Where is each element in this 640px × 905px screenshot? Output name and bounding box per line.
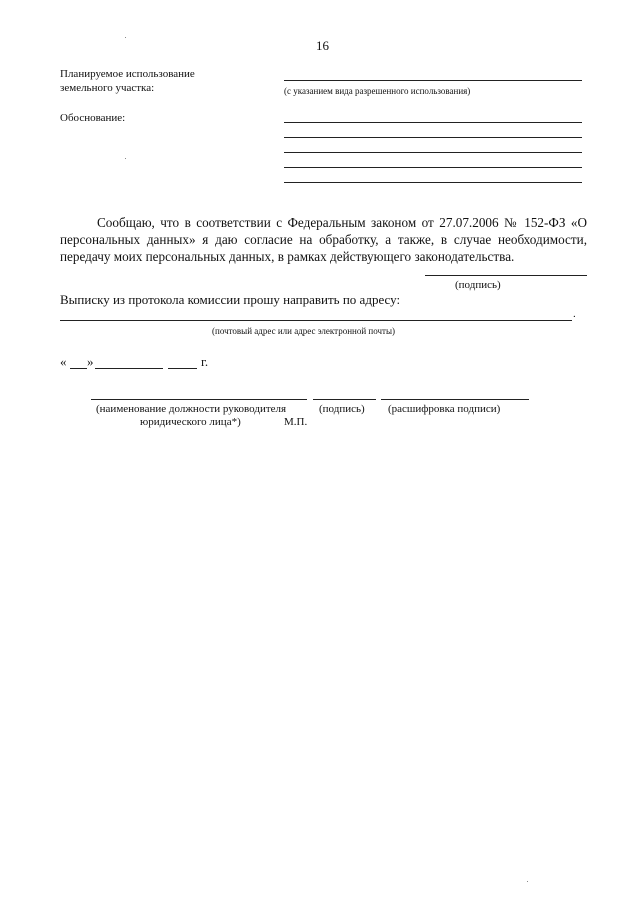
consent-paragraph: Сообщаю, что в соответствии с Федеральным законом от 27.07.2006 № 152-ФЗ «О персональных данных» я даю согласие на обработку, а также, в случае необходимости, передачу моих персональных данных, в рамках действующего законодательства. bbox=[60, 215, 587, 264]
address-end-mark: . bbox=[573, 308, 576, 320]
justification-field-line-5[interactable] bbox=[284, 182, 582, 183]
consent-signature-field[interactable] bbox=[425, 275, 587, 276]
decoding-hint: (расшифровка подписи) bbox=[388, 403, 501, 415]
address-hint: (почтовый адрес или адрес электронной почты) bbox=[212, 326, 396, 336]
position-hint-line2: юридического лица*) bbox=[140, 416, 241, 428]
bottom-signature-field[interactable] bbox=[313, 399, 376, 400]
scan-speck bbox=[125, 37, 126, 38]
date-year-field[interactable] bbox=[168, 368, 197, 369]
position-field[interactable] bbox=[91, 399, 307, 400]
date-day-field[interactable] bbox=[70, 368, 87, 369]
address-label: Выписку из протокола комиссии прошу направить по адресу: bbox=[60, 292, 401, 307]
scan-speck bbox=[527, 881, 528, 882]
date-month-field[interactable] bbox=[95, 368, 163, 369]
justification-label: Обоснование: bbox=[60, 112, 126, 124]
justification-field-line-4[interactable] bbox=[284, 167, 582, 168]
land-use-label-line2: земельного участка: bbox=[60, 82, 155, 94]
land-use-hint: (с указанием вида разрешенного использования) bbox=[284, 86, 471, 96]
address-field[interactable] bbox=[60, 320, 572, 321]
consent-signature-hint: (подпись) bbox=[455, 279, 501, 291]
position-hint-line1: (наименование должности руководителя bbox=[96, 403, 287, 415]
date-year-suffix: г. bbox=[201, 354, 209, 369]
stamp-mark: М.П. bbox=[284, 416, 308, 428]
justification-field-line-1[interactable] bbox=[284, 122, 582, 123]
land-use-label-line1: Планируемое использование bbox=[60, 68, 195, 80]
bottom-signature-hint: (подпись) bbox=[319, 403, 365, 415]
justification-field-line-3[interactable] bbox=[284, 152, 582, 153]
page-number: 16 bbox=[316, 38, 329, 53]
scan-speck bbox=[125, 158, 126, 159]
date-open-quote: « bbox=[60, 354, 67, 369]
date-close-quote: » bbox=[87, 354, 94, 369]
decoding-field[interactable] bbox=[381, 399, 529, 400]
land-use-field[interactable] bbox=[284, 80, 582, 81]
justification-field-line-2[interactable] bbox=[284, 137, 582, 138]
